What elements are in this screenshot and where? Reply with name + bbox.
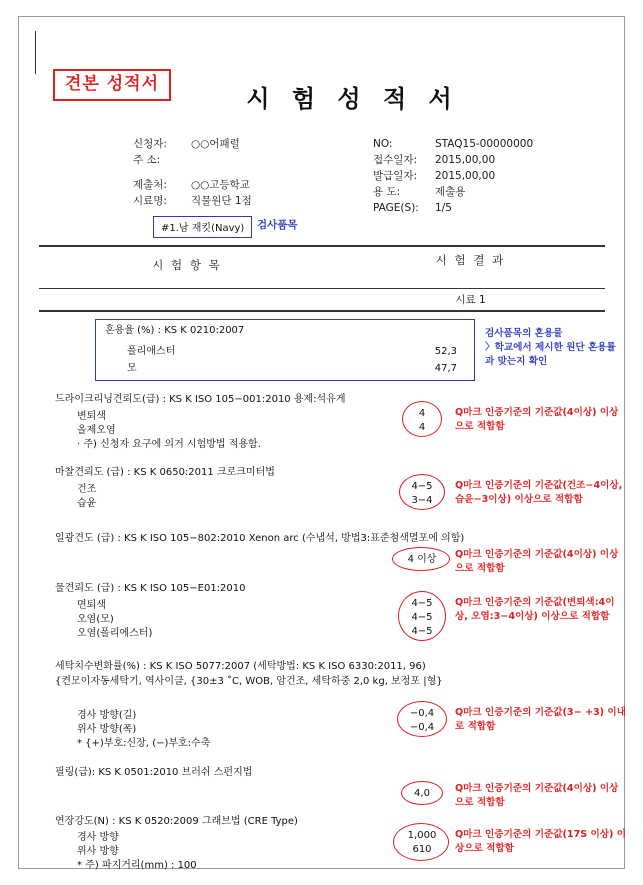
meta-row-purpose <box>373 184 533 200</box>
test-0-annotation-0: Q마크 인증기준의 기준값(4이상) 이상 <box>455 407 619 418</box>
test-3-result-0: 4−5 <box>411 598 433 609</box>
test-4-result-1: −0,4 <box>409 722 435 733</box>
meta-value-no: STAQ15-00000000 <box>435 138 534 150</box>
meta-label-address: 주 소: <box>133 154 161 166</box>
test-0-line-1: 올제오염 <box>77 425 116 436</box>
sample-stamp: 견본 성적서 <box>53 69 171 101</box>
meta-value-submitted-to: ○○고등학교 <box>191 179 250 191</box>
test-5-annotation-0: Q마크 인증기준의 기준값(4이상) 이상 <box>455 783 619 794</box>
test-6-line-0: 경사 방향 <box>77 832 119 843</box>
meta-label-no: NO: <box>373 138 393 150</box>
test-4-annotation-1: 로 적합함 <box>455 721 496 732</box>
meta-row-received-date <box>373 152 533 168</box>
test-0-result-0: 4 <box>418 408 426 419</box>
sample-item-box: #1.남 재킷(Navy) <box>153 216 252 238</box>
meta-label-sample-name: 시료명: <box>133 195 167 207</box>
test-6-line-2: * 주) 파지거리(mm) : 100 <box>77 860 197 871</box>
test-2-result-0: 4 이상 <box>407 554 437 565</box>
test-1-line-0: 건조 <box>77 484 97 495</box>
meta-spacer <box>133 168 252 177</box>
test-1-annotation-0: Q마크 인증기준의 기준값(건조−4이상, <box>455 480 623 491</box>
test-2-annotation-1: 으로 적합함 <box>455 563 505 574</box>
meta-label-issue-date: 발급일자: <box>373 170 418 182</box>
test-4-line-1: 위사 방향(폭) <box>77 724 137 735</box>
test-4-line-0: 경사 방향(길) <box>77 710 137 721</box>
meta-row-address <box>133 152 252 168</box>
meta-row-no <box>373 136 533 152</box>
test-1-title: 마찰견뢰도 (급) : KS K 0650:2011 크로크미터법 <box>55 467 275 478</box>
test-0-line-2: · 주) 신청자 요구에 의거 시험방법 적용함. <box>77 439 261 450</box>
test-4-line-2: * {+)부호:신장, (−)부호:수축 <box>77 738 211 749</box>
test-0-line-0: 변퇴색 <box>77 411 106 422</box>
test-6-result-1: 610 <box>412 844 432 855</box>
table-vertical-rule <box>35 31 36 74</box>
meta-row-sample-name <box>133 193 252 209</box>
test-2-title: 일광견도 (급) : KS K ISO 105−802:2010 Xenon arc (수냅석, 방법3:표준첨색멸포에 의함) <box>55 533 465 544</box>
document-sheet <box>18 16 625 869</box>
test-4-title: 세탁치수변화률(%) : KS K ISO 5077:2007 (세탁방법: KS K ISO 6330:2011, 96) <box>55 661 426 672</box>
page-title: 시 험 성 적 서 <box>246 85 459 113</box>
test-0-title: 드라이크리닝견뢰도(급) : KS K ISO 105−001:2010 용제:석유게 <box>55 394 346 405</box>
composition-title: 혼용율 (%) : KS K 0210:2007 <box>105 325 245 336</box>
test-5-result-0: 4,0 <box>414 788 430 799</box>
composition-row-value-1: 47,7 <box>434 363 457 374</box>
table-top-rule <box>39 245 605 247</box>
test-3-line-1: 오염(모) <box>77 614 114 625</box>
meta-label-applicant: 신청자: <box>133 138 167 150</box>
test-3-annotation-1: 상, 오염:3−4이상) 이상으로 적합함 <box>455 611 610 622</box>
test-6-annotation-0: Q마크 인증기준의 기준값(17S 이상) 이 <box>455 829 627 840</box>
test-1-result-0: 4−5 <box>411 481 433 492</box>
test-3-line-0: 면퇴색 <box>77 600 106 611</box>
meta-row-issue-date <box>373 168 533 184</box>
test-3-annotation-0: Q마크 인증기준의 기준값(변퇴색:4이 <box>455 597 615 608</box>
meta-left-block <box>133 136 252 209</box>
meta-right-block <box>373 136 533 216</box>
meta-value-applicant: ○○어패럴 <box>191 138 240 150</box>
document-body <box>35 31 627 871</box>
test-6-result-0: 1,000 <box>407 830 437 841</box>
meta-row-submitted-to <box>133 177 252 193</box>
meta-label-pages: PAGE(S): <box>373 202 419 214</box>
test-5-title: 필링(급): KS K 0501:2010 브러쉬 스펀지법 <box>55 767 253 778</box>
meta-row-applicant <box>133 136 252 152</box>
meta-value-received-date: 2015,00,00 <box>435 154 496 166</box>
test-5-annotation-1: 으로 적합함 <box>455 797 505 808</box>
test-6-title: 연장강도(N) : KS K 0520:2009 그래브법 (CRE Type) <box>55 816 298 827</box>
test-3-result-1: 4−5 <box>411 612 433 623</box>
test-1-annotation-1: 습윤−3이상) 이상으로 적합함 <box>455 494 583 505</box>
test-4-annotation-0: Q마크 인증기준의 기준값(3− +3) 이내 <box>455 707 626 718</box>
test-1-result-1: 3−4 <box>411 495 433 506</box>
sample-item-annotation: 검사품목 <box>257 219 298 231</box>
test-3-result-2: 4−5 <box>411 626 433 637</box>
test-3-line-2: 오염(폴리에스터) <box>77 628 153 639</box>
test-6-line-1: 위사 방향 <box>77 846 119 857</box>
test-2-annotation-0: Q마크 인증기준의 기준값(4이상) 이상 <box>455 549 619 560</box>
column-header-test-item: 시 험 항 목 <box>152 258 222 272</box>
composition-row-label-0: 폴리애스터 <box>127 346 176 357</box>
meta-value-issue-date: 2015,00,00 <box>435 170 496 182</box>
test-0-result-1: 4 <box>418 422 426 433</box>
column-header-test-result: 시 험 결 과 <box>435 253 506 267</box>
meta-value-pages: 1/5 <box>435 202 452 214</box>
meta-value-purpose: 제출용 <box>435 186 466 198</box>
composition-annotation-line-2: 과 맞는지 확인 <box>485 356 548 367</box>
table-bottom-rule <box>39 310 605 312</box>
meta-value-sample-name: 직물원단 1점 <box>191 195 252 207</box>
test-4-result-0: −0,4 <box>409 708 435 719</box>
test-6-annotation-1: 상으로 적합함 <box>455 843 514 854</box>
composition-annotation-line-0: 검사품목의 혼용물 <box>485 328 563 339</box>
column-subheader-sample1: 시료 1 <box>455 294 486 306</box>
composition-annotation-line-1: 〉학교에서 제시한 원단 혼용률 <box>485 342 616 353</box>
meta-label-purpose: 용 도: <box>373 186 401 198</box>
test-4-subtitle: {켠모이자동세탁기, 역사이클, {30±3 ˚C, WOB, 암건조, 세탁하중 2,0 kg, 보정포 |형} <box>55 676 443 687</box>
composition-row-label-1: 모 <box>127 363 137 374</box>
composition-row-value-0: 52,3 <box>434 346 457 357</box>
test-0-annotation-1: 으로 적합함 <box>455 421 505 432</box>
test-1-line-1: 습윤 <box>77 498 97 509</box>
meta-row-pages <box>373 200 533 216</box>
meta-label-submitted-to: 제출처: <box>133 179 167 191</box>
table-mid-rule <box>39 288 605 289</box>
meta-label-received-date: 접수일자: <box>373 154 418 166</box>
test-3-title: 물견뢰도 (급) : KS K ISO 105−E01:2010 <box>55 583 246 594</box>
